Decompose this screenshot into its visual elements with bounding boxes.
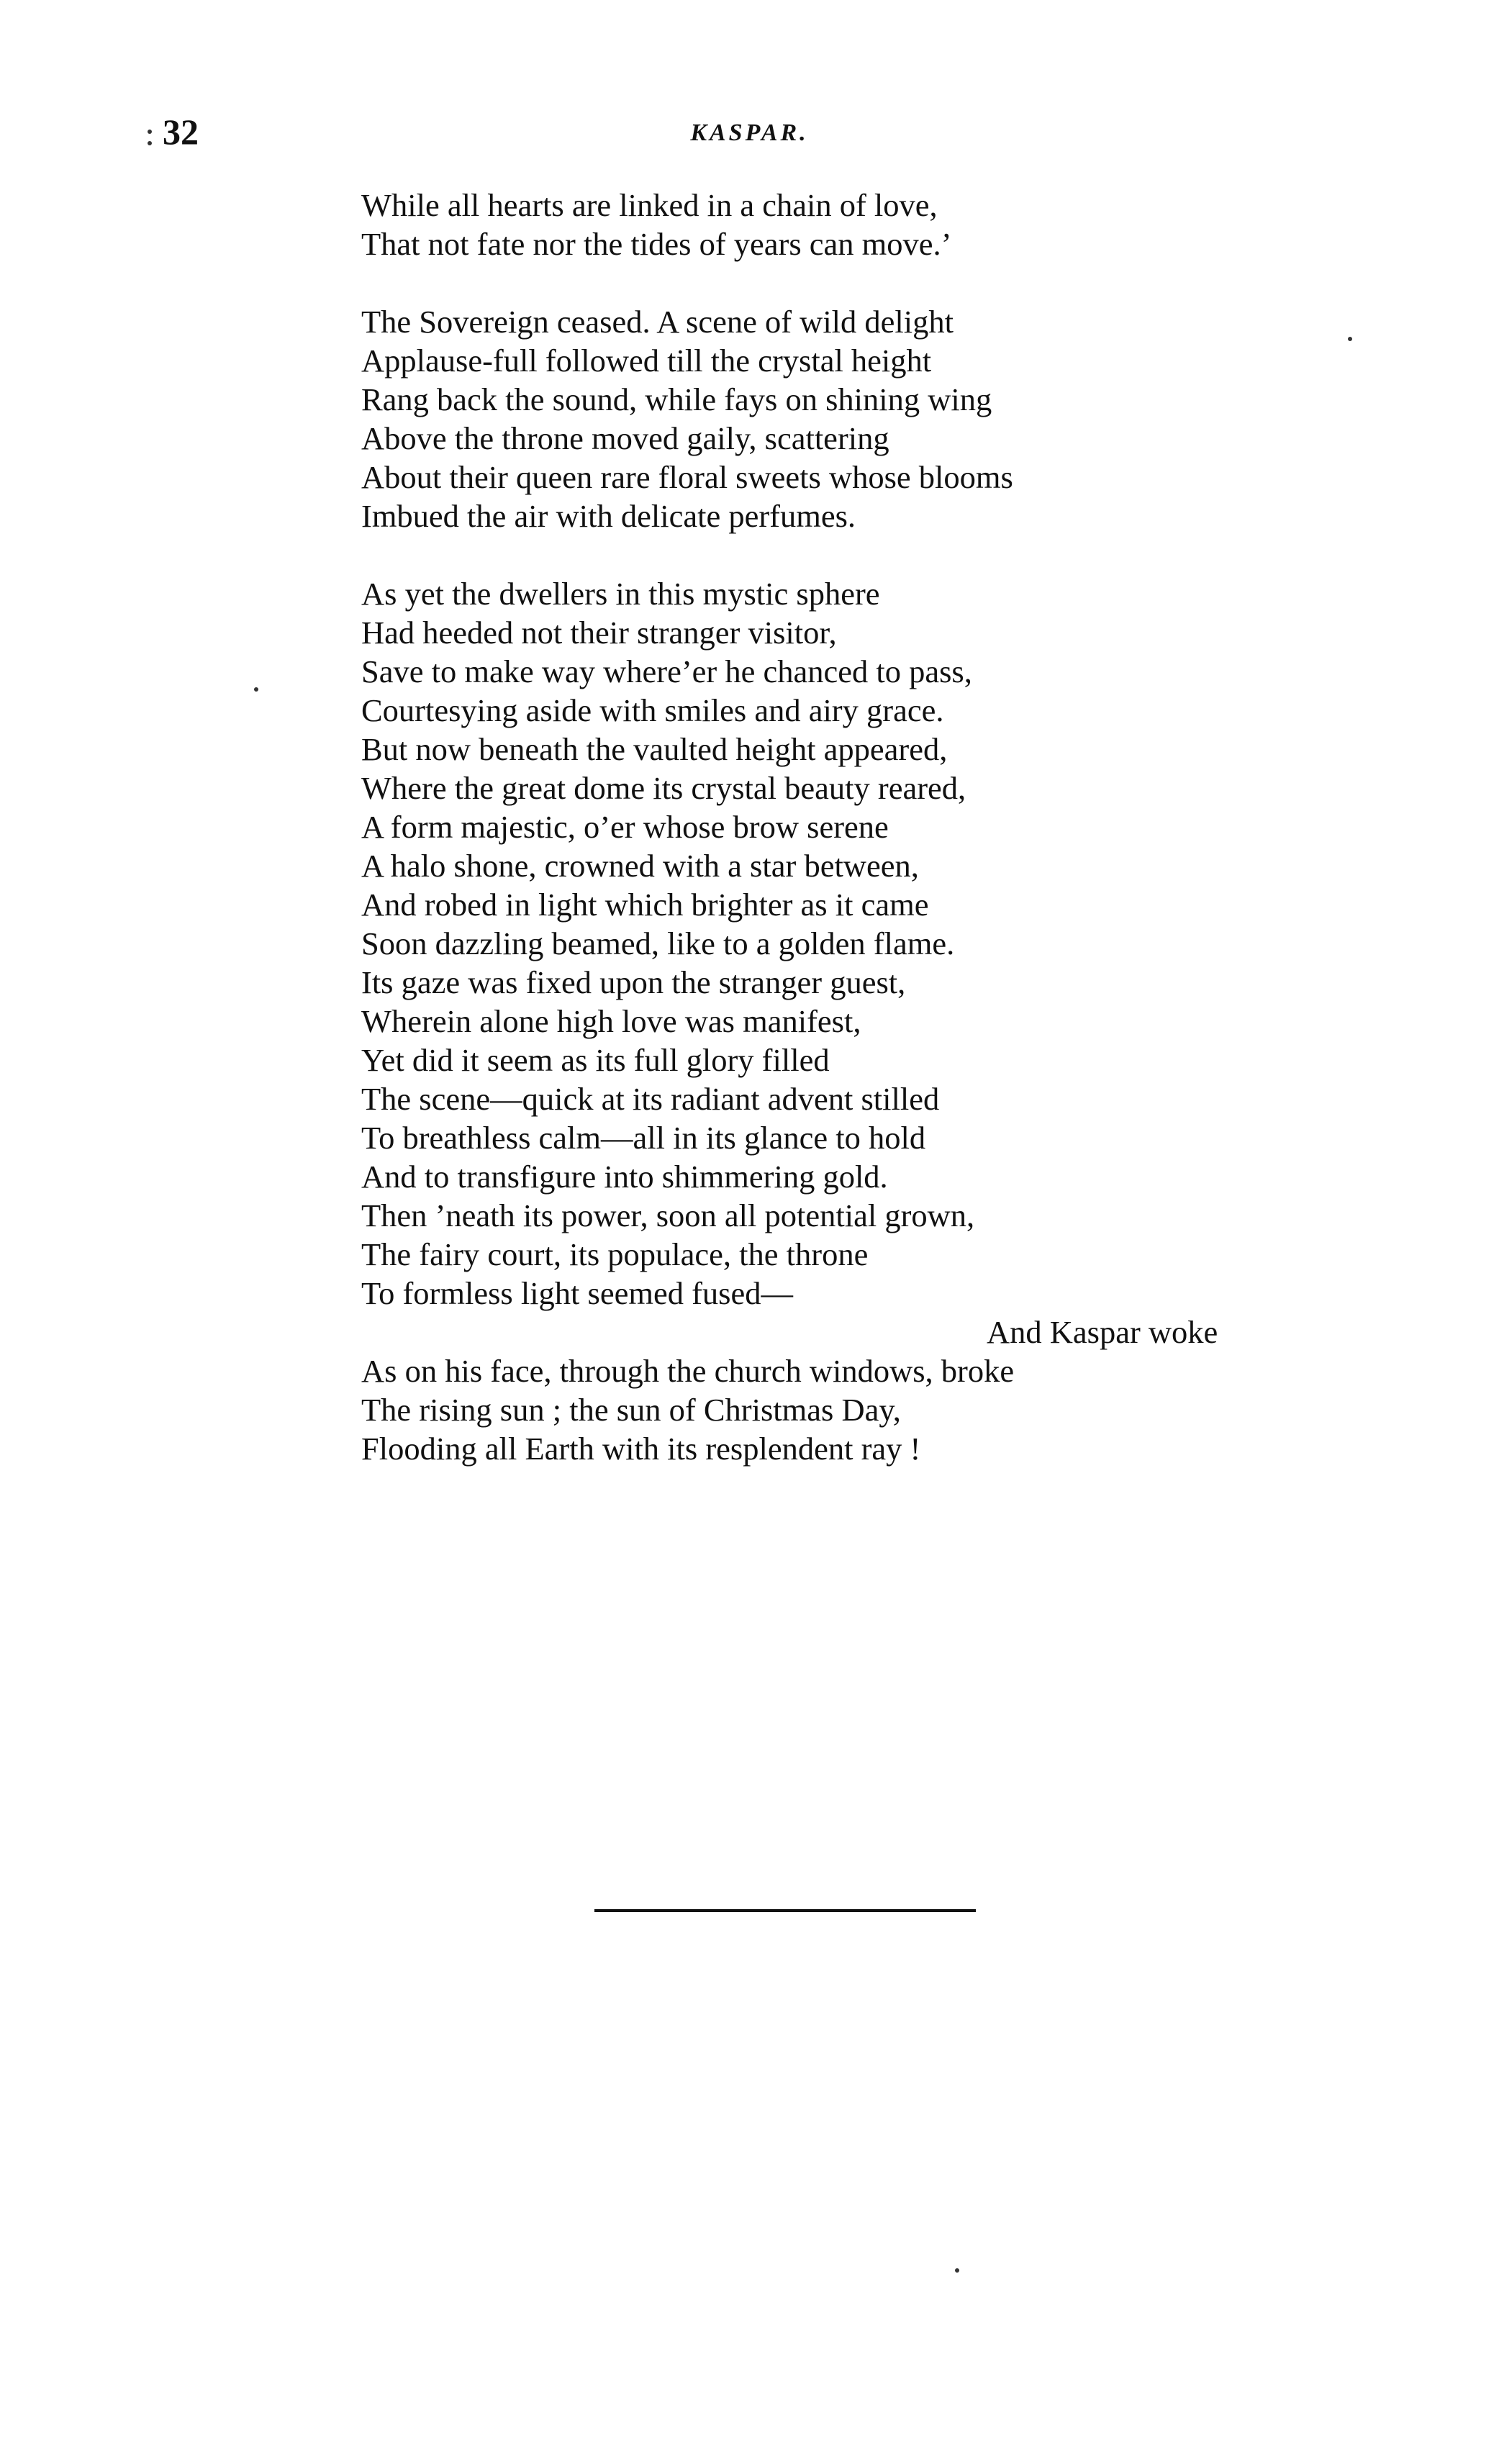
poem-line: And robed in light which brighter as it came — [361, 887, 929, 923]
poem-line: The fairy court, its populace, the throne — [361, 1236, 869, 1272]
poem-line: Had heeded not their stranger visitor, — [361, 615, 837, 651]
poem-body — [361, 186, 1383, 1468]
stanza-3 — [361, 574, 1383, 1468]
poem-line: Then ’neath its power, soon all potential grown, — [361, 1197, 975, 1233]
ink-speck — [148, 141, 152, 145]
poem-line: Where the great dome its crystal beauty reared, — [361, 770, 966, 806]
poem-line: That not fate nor the tides of years can move.’ — [361, 226, 952, 262]
poem-line: The Sovereign ceased. A scene of wild delight — [361, 304, 954, 340]
ink-speck — [1348, 337, 1352, 341]
poem-line: As yet the dwellers in this mystic sphere — [361, 576, 880, 612]
end-rule — [594, 1909, 976, 1912]
running-title: KASPAR. — [690, 119, 809, 146]
poem-line: Save to make way where’er he chanced to pass, — [361, 653, 972, 689]
poem-line: A form majestic, o’er whose brow serene — [361, 809, 889, 845]
stanza-2 — [361, 302, 1383, 535]
poem-line: As on his face, through the church windows, broke — [361, 1353, 1015, 1389]
poem-line: A halo shone, crowned with a star between, — [361, 848, 919, 884]
poem-line: Rang back the sound, while fays on shining wing — [361, 381, 992, 417]
poem-line: Flooding all Earth with its resplendent ray ! — [361, 1431, 921, 1467]
poem-line: The scene—quick at its radiant advent stilled — [361, 1081, 940, 1117]
ink-speck — [254, 687, 258, 692]
poem-line: And to transfigure into shimmering gold. — [361, 1159, 888, 1195]
ink-speck — [955, 2268, 959, 2273]
poem-line: To breathless calm—all in its glance to hold — [361, 1120, 926, 1156]
poem-line: Above the throne moved gaily, scattering — [361, 420, 889, 456]
poem-line: Imbued the air with delicate perfumes. — [361, 498, 856, 534]
ink-speck — [148, 130, 152, 134]
poem-line: To formless light seemed fused— — [361, 1275, 793, 1311]
poem-line: Its gaze was fixed upon the stranger guest, — [361, 964, 906, 1000]
poem-line: While all hearts are linked in a chain of love, — [361, 187, 938, 223]
poem-line: Wherein alone high love was manifest, — [361, 1003, 861, 1039]
poem-line: Soon dazzling beamed, like to a golden flame. — [361, 925, 955, 961]
poem-line: Yet did it seem as its full glory filled — [361, 1042, 830, 1078]
poem-line-half: And Kaspar woke — [987, 1314, 1218, 1350]
poem-line: The rising sun ; the sun of Christmas Day, — [361, 1392, 901, 1428]
page-number: 32 — [163, 112, 199, 152]
poem-line: But now beneath the vaulted height appeared, — [361, 731, 948, 767]
poem-line: Courtesying aside with smiles and airy grace. — [361, 692, 944, 728]
poem-line: About their queen rare floral sweets whose blooms — [361, 459, 1013, 495]
stanza-1 — [361, 186, 1383, 263]
poem-line: Applause-full followed till the crystal height — [361, 343, 932, 379]
